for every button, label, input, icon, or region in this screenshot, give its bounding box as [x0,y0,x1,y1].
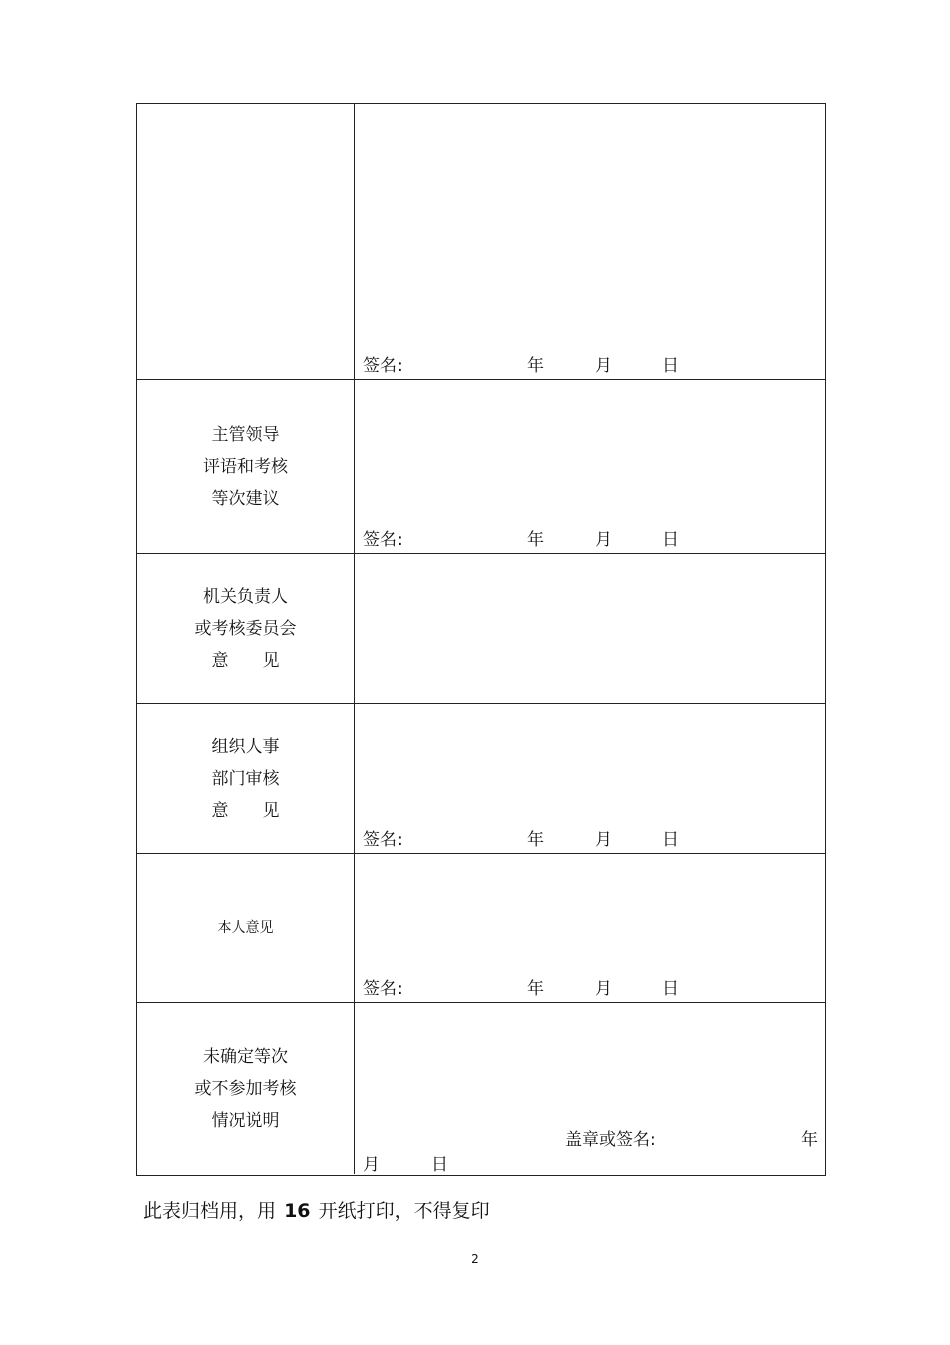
row-label-hr [137,704,355,853]
label-line: 机关负责人 [203,586,288,607]
label-line: 未确定等次 [203,1046,288,1067]
label-line: 本人意见 [217,920,274,936]
row-content-top [355,104,825,379]
signature-label: 签名: [363,356,403,376]
signature-day: 日 [662,356,679,376]
form-row-top [137,104,825,379]
row-content-personal [355,854,825,1002]
label-line: 意 见 [211,800,280,821]
signature-month: 月 [595,979,612,999]
assessment-form-table [136,103,826,1176]
seal-signature-label: 盖章或签名: [565,1130,656,1150]
seal-month: 月 [363,1155,380,1175]
row-label-personal [137,854,355,1002]
label-line: 评语和考核 [203,456,288,477]
archive-note [143,1196,490,1223]
signature-year: 年 [527,530,544,550]
page-number: 2 [471,1252,479,1266]
form-row-personal [137,853,825,1002]
row-label-committee [137,554,355,703]
note-prefix: 此表归档用，用 [143,1200,277,1222]
label-line: 或考核委员会 [194,618,297,639]
note-number: 16 [284,1200,311,1222]
signature-year: 年 [527,830,544,850]
form-row-hr [137,703,825,853]
row-label-supervisor [137,380,355,553]
row-content-supervisor [355,380,825,553]
signature-label: 签名: [363,530,403,550]
signature-day: 日 [662,979,679,999]
label-line: 情况说明 [211,1110,280,1131]
label-line: 意 见 [211,650,280,671]
form-row-committee [137,553,825,703]
row-content-undetermined [355,1003,825,1174]
signature-label: 签名: [363,979,403,999]
signature-month: 月 [595,356,612,376]
seal-day: 日 [431,1155,448,1175]
row-content-hr [355,704,825,853]
row-content-committee [355,554,825,703]
row-label-undetermined [137,1003,355,1174]
form-row-undetermined [137,1002,825,1174]
label-line: 或不参加考核 [194,1078,297,1099]
signature-month: 月 [595,830,612,850]
row-label-empty [137,104,355,379]
label-line: 等次建议 [211,488,280,509]
form-row-supervisor [137,379,825,553]
label-line: 组织人事 [211,736,280,757]
note-suffix: 开纸打印，不得复印 [318,1200,490,1222]
label-line: 主管领导 [211,424,280,445]
signature-month: 月 [595,530,612,550]
seal-year: 年 [801,1130,818,1150]
signature-year: 年 [527,979,544,999]
signature-year: 年 [527,356,544,376]
signature-label: 签名: [363,830,403,850]
label-line: 部门审核 [211,768,280,789]
signature-day: 日 [662,830,679,850]
signature-day: 日 [662,530,679,550]
